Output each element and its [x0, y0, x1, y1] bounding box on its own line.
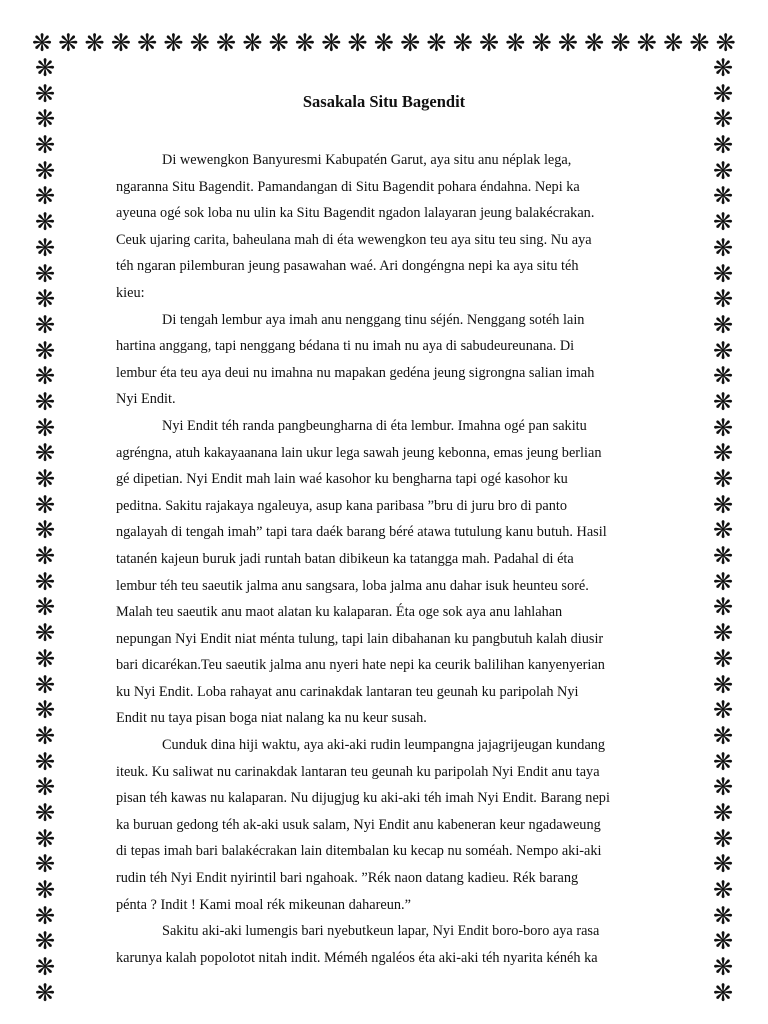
flower-ornament-icon: ❋ [34, 593, 56, 622]
flower-ornament-icon: ❋ [34, 233, 56, 262]
flower-ornament-icon: ❋ [531, 29, 552, 57]
flower-ornament-icon: ❋ [34, 850, 56, 879]
flower-ornament-icon: ❋ [712, 54, 734, 82]
flower-ornament-icon: ❋ [34, 644, 56, 673]
flower-ornament-icon: ❋ [34, 516, 56, 545]
flower-ornament-icon: ❋ [34, 310, 56, 339]
flower-ornament-icon: ❋ [84, 29, 105, 57]
flower-ornament-icon: ❋ [34, 156, 56, 185]
flower-ornament-icon: ❋ [712, 387, 734, 416]
flower-ornament-icon: ❋ [34, 490, 56, 519]
flower-ornament-icon: ❋ [557, 29, 578, 57]
flower-ornament-icon: ❋ [34, 927, 56, 956]
flower-ornament-icon: ❋ [373, 29, 394, 57]
flower-ornament-icon: ❋ [34, 79, 56, 108]
flower-ornament-icon: ❋ [58, 29, 79, 57]
flower-ornament-icon: ❋ [34, 131, 56, 160]
ornamental-border-right [708, 56, 738, 1024]
flower-ornament-icon: ❋ [34, 362, 56, 391]
flower-ornament-icon: ❋ [34, 413, 56, 442]
flower-ornament-icon: ❋ [712, 773, 734, 802]
flower-ornament-icon: ❋ [712, 567, 734, 596]
flower-ornament-icon: ❋ [34, 387, 56, 416]
flower-ornament-icon: ❋ [715, 29, 736, 57]
flower-ornament-icon: ❋ [712, 516, 734, 545]
flower-ornament-icon: ❋ [347, 29, 368, 57]
flower-ornament-icon: ❋ [712, 156, 734, 185]
flower-ornament-icon: ❋ [34, 336, 56, 365]
flower-ornament-icon: ❋ [34, 105, 56, 134]
flower-ornament-icon: ❋ [712, 927, 734, 956]
flower-ornament-icon: ❋ [712, 696, 734, 725]
flower-ornament-icon: ❋ [34, 54, 56, 82]
flower-ornament-icon: ❋ [452, 29, 473, 57]
flower-ornament-icon: ❋ [712, 619, 734, 648]
flower-ornament-icon: ❋ [34, 439, 56, 468]
flower-ornament-icon: ❋ [34, 824, 56, 853]
flower-ornament-icon: ❋ [216, 29, 237, 57]
flower-ornament-icon: ❋ [712, 105, 734, 134]
flower-ornament-icon: ❋ [34, 670, 56, 699]
flower-ornament-icon: ❋ [712, 413, 734, 442]
flower-ornament-icon: ❋ [34, 798, 56, 827]
flower-ornament-icon: ❋ [34, 978, 56, 1007]
paragraph-4: Cunduk dina hiji waktu, aya aki-aki rudin leumpangna jajagrijeugan kundang iteuk. Ku saliwat nu carinakdak lantaran teu geunah ku paripolah Nyi Endit anu taya pisan téh kawas nu kalaparan. Nu dijugjug ku aki-aki téh imah Nyi Endit. Barang nepi ka buruan gedong téh ak-aki usuk salam, Nyi Endit anu kabeneran keur ngadaweung di tepas imah bari balakécrakan lain ditembalan ku kecap nu soméah. Nempo aki-aki rudin téh Nyi Endit nyirintil bari ngahoak. ”Rék naon datang kadieu. Rék barang pénta ? Indit ! Kami moal rék mikeunan dahareun.” [116, 737, 610, 913]
flower-ornament-icon: ❋ [34, 721, 56, 750]
flower-ornament-icon: ❋ [663, 29, 684, 57]
flower-ornament-icon: ❋ [163, 29, 184, 57]
flower-ornament-icon: ❋ [584, 29, 605, 57]
flower-ornament-icon: ❋ [34, 182, 56, 211]
flower-ornament-icon: ❋ [34, 773, 56, 802]
flower-ornament-icon: ❋ [189, 29, 210, 57]
flower-ornament-icon: ❋ [34, 259, 56, 288]
flower-ornament-icon: ❋ [712, 465, 734, 493]
flower-ornament-icon: ❋ [31, 29, 53, 57]
flower-ornament-icon: ❋ [505, 29, 526, 57]
flower-ornament-icon: ❋ [712, 285, 734, 314]
flower-ornament-icon: ❋ [34, 876, 56, 904]
flower-ornament-icon: ❋ [242, 29, 263, 57]
flower-ornament-icon: ❋ [689, 29, 710, 57]
flower-ornament-icon: ❋ [712, 824, 734, 853]
flower-ornament-icon: ❋ [34, 542, 56, 571]
flower-ornament-icon: ❋ [34, 901, 56, 930]
flower-ornament-icon: ❋ [712, 670, 734, 699]
flower-ornament-icon: ❋ [712, 131, 734, 160]
flower-ornament-icon: ❋ [712, 978, 734, 1007]
flower-ornament-icon: ❋ [34, 465, 56, 493]
flower-ornament-icon: ❋ [321, 29, 342, 57]
flower-ornament-icon: ❋ [712, 644, 734, 673]
page-title: Sasakala Situ Bagendit [302, 92, 466, 111]
flower-ornament-icon: ❋ [34, 567, 56, 596]
flower-ornament-icon: ❋ [636, 29, 657, 57]
paragraph-3: Nyi Endit téh randa pangbeungharna di éta lembur. Imahna ogé pan sakitu agréngna, atuh kakayaanana lain ukur lega sawah jeung kebonna, emas jeung berlian gé dipetian. Nyi Endit mah lain waé kasohor ku bengharna tapi ogé kasohor ku peditna. Sakitu rajakaya ngaleuya, asup kana paribasa ”bru di juru bro di panto ngalayah di tengah imah” tapi tara daék barang béré atawa tutulung kanu butuh. Hasil tatanén kajeun buruk jadi runtah batan dibikeun ka tatangga mah. Padahal di éta lembur téh teu saeutik jalma anu sangsara, loba jalma anu dahar isuk heunteu soré. Malah teu saeutik anu maot alatan ku kalaparan. Éta oge sok aya anu lahlahan nepungan Nyi Endit niat ménta tulung, tapi lain dibahanan ku pangbutuh kalah diusir bari dicarékan.Teu saeutik jalma anu nyeri hate nepi ka ceurik balilihan kanyenyerian ku Nyi Endit. Loba rahayat anu carinakdak lantaran teu geunah ku paripolah Nyi Endit nu taya pisan boga niat nalang ka nu keur susah. [116, 417, 607, 727]
flower-ornament-icon: ❋ [712, 747, 734, 776]
flower-ornament-icon: ❋ [712, 439, 734, 468]
flower-ornament-icon: ❋ [712, 362, 734, 391]
flower-ornament-icon: ❋ [712, 182, 734, 211]
flower-ornament-icon: ❋ [34, 619, 56, 648]
flower-ornament-icon: ❋ [294, 29, 316, 57]
flower-ornament-icon: ❋ [137, 29, 158, 57]
flower-ornament-icon: ❋ [712, 208, 734, 237]
flower-ornament-icon: ❋ [34, 208, 56, 237]
document-body [116, 147, 656, 971]
flower-ornament-icon: ❋ [712, 233, 734, 262]
flower-ornament-icon: ❋ [610, 29, 631, 57]
flower-ornament-icon: ❋ [712, 542, 734, 571]
flower-ornament-icon: ❋ [478, 29, 500, 57]
flower-ornament-icon: ❋ [34, 747, 56, 776]
flower-ornament-icon: ❋ [34, 285, 56, 314]
paragraph-2: Di tengah lembur aya imah anu nenggang tinu séjén. Nenggang sotéh lain hartina anggang, tapi nenggang bédana ti nu imah nu aya di sabudeureunana. Di lembur éta teu aya deui nu imahna nu mapakan gedéna jeung sigrongna salian imah Nyi Endit. [116, 311, 595, 408]
flower-ornament-icon: ❋ [110, 29, 131, 57]
flower-ornament-icon: ❋ [712, 901, 734, 930]
paragraph-1: Di wewengkon Banyuresmi Kabupatén Garut, aya situ anu néplak lega, ngaranna Situ Bagendit. Pamandangan di Situ Bagendit pohara éndahna. Nepi ka ayeuna ogé sok loba nu ulin ka Situ Bagendit ngadon lalayaran jeung balakécrakan. Ceuk ujaring carita, baheulana mah di éta wewengkon teu aya situ teu sing. Nu aya téh ngaran pilemburan jeung pasawahan waé. Ari dongéngna nepi ka aya situ téh kieu: [116, 152, 595, 301]
ornamental-border-left [30, 56, 60, 1024]
flower-ornament-icon: ❋ [712, 593, 734, 622]
flower-ornament-icon: ❋ [426, 29, 447, 57]
flower-ornament-icon: ❋ [712, 953, 734, 982]
ornamental-border-top [30, 28, 738, 58]
flower-ornament-icon: ❋ [34, 696, 56, 725]
flower-ornament-icon: ❋ [268, 29, 289, 57]
flower-ornament-icon: ❋ [712, 876, 734, 904]
flower-ornament-icon: ❋ [400, 29, 421, 57]
flower-ornament-icon: ❋ [712, 721, 734, 750]
flower-ornament-icon: ❋ [34, 953, 56, 982]
flower-ornament-icon: ❋ [712, 850, 734, 879]
flower-ornament-icon: ❋ [712, 310, 734, 339]
flower-ornament-icon: ❋ [712, 259, 734, 288]
flower-ornament-icon: ❋ [712, 490, 734, 519]
paragraph-5: Sakitu aki-aki lumengis bari nyebutkeun lapar, Nyi Endit boro-boro aya rasa karunya kalah popolotot nitah indit. Méméh ngaléos éta aki-aki téh nyarita kénéh ka [116, 923, 600, 966]
flower-ornament-icon: ❋ [712, 798, 734, 827]
flower-ornament-icon: ❋ [712, 336, 734, 365]
flower-ornament-icon: ❋ [712, 79, 734, 108]
